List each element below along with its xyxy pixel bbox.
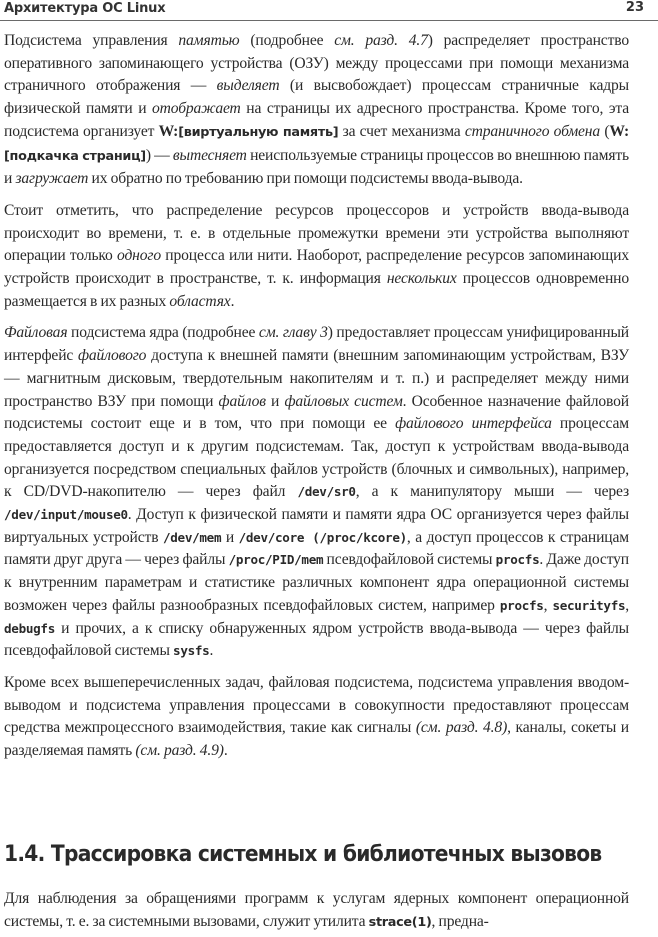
wiki-marker: W: [158,122,179,140]
code-term: debugfs [4,620,55,636]
section-text [4,888,629,934]
wiki-term: [виртуальную память] [178,124,339,140]
text-run: подсистема ядра (подробнее [67,324,259,342]
running-title: Архитектура ОС Linux [4,1,166,16]
emphasis: выделяет [216,77,280,95]
paragraph-file-subsystem [4,322,629,663]
text-run: ( [600,122,610,140]
text-run: ) распределяет пространство оперативного запоминающего устройства (ОЗУ) между процессами при помощи механизма страничного отображения — [4,32,629,95]
paragraph-resource-distribution [4,200,629,314]
text-run: , а доступ процессов к страницам памяти друг друга — через файлы [4,528,629,569]
code-term: procfs [495,552,540,568]
paragraph-strace-intro [4,888,629,934]
text-run: . [230,292,235,310]
text-run: доступа к внешней памяти (внешним запоминающим устройствам, ВЗУ — магнитным дисковым, твердотельным накопителям и т. п.) и распределяет между ними пространство ВЗУ при помощи [4,347,629,410]
text-run: (и высвобождает) процессам страничные кадры физической памяти и [4,77,629,118]
emphasis: областях [169,292,231,310]
text-run: ) — [145,146,173,164]
code-path: /dev/sr0 [297,484,356,500]
emphasis: отображает [152,100,241,118]
emphasis: Файловая [4,324,68,342]
paragraph-memory-subsystem [4,30,629,191]
text-run: процессам предоставляется доступ и к другим подсистемам. Так, доступ к устройствам ввода-вывода организуется посредством специальных файлов устройств (блочных и символьных), например, к CD/DVD-накопителю — через файл [4,415,629,501]
text-run: , [625,596,630,614]
cross-reference: (см. разд. 4.8) [415,719,508,737]
text-run: процесса или нити. Наоборот, распределение ресурсов запоминающих устройств происходит в пространстве, т. к. информация [4,247,629,288]
text-run: и [221,528,239,546]
code-term: sysfs [173,643,210,659]
text-run: . Доступ к физической памяти и памяти ядра ОС организуется через файлы виртуальных устройств [4,506,629,546]
code-path: /proc/PID/mem [228,552,324,568]
text-run: на страницы их адресного пространства. Кроме того, эта подсистема организует [4,100,629,140]
emphasis: файлового [77,347,147,365]
section-heading: 1.4. Трассировка системных и библиотечных вызовов [4,842,602,867]
code-path: /dev/mem [162,529,222,545]
text-run: , а к манипулятору мыши — через [355,483,630,501]
code-term: procfs [499,597,544,613]
text-run: , предна- [431,912,489,930]
text-run: , [543,596,553,614]
page-header [0,0,658,21]
text-run: процессов одновременно размещается в их разных [4,270,629,310]
text-run: . Особенное назначение файловой подсистемы состоит еще и в том, что при помощи ее [4,392,629,433]
emphasis: файлов [218,392,266,410]
code-path: /dev/core (/proc/kcore) [238,529,407,545]
emphasis: файловых систем [284,392,403,410]
emphasis: нескольких [386,270,457,288]
code-path: /dev/input/mouse0 [4,507,128,523]
text-run: Подсистема управления [4,32,179,49]
code-term: securityfs [552,597,626,613]
cross-reference: см. разд. 4.7 [334,32,428,49]
text-run: псевдофайловой системы [323,551,496,569]
text-run: Для наблюдения за обращениями программ к услугам ядерных компонент операционной системы, т. е. за системными вызовами, служит утилита [4,890,629,930]
cross-reference: (см. разд. 4.9) [135,742,224,760]
text-run: их обратно по требованию при помощи подсистемы ввода-вывода. [88,170,523,188]
text-run: и прочих, а к списку обнаруженных ядром устройств ввода-вывода — через файлы псевдофайловой системы [4,619,629,660]
text-run: за счет механизма [338,122,465,140]
wiki-term: [подкачка страниц] [4,148,146,164]
command-name: strace(1) [368,914,432,930]
text-run: неиспользуемые страницы процессов во внешнюю память и [4,146,630,188]
text-run: . [223,742,228,760]
text-run: , каналы, сокеты и разделяемая память [4,719,629,760]
emphasis: памятью [178,32,240,49]
cross-reference: см. главу 3 [258,324,328,342]
text-run: Стоит отметить, что распределение ресурсов процессоров и устройств ввода-вывода происходит во времени, т. е. в отдельные промежутки времени эти устройства выполняют операции только [4,201,629,265]
emphasis: одного [117,247,161,265]
main-text [4,30,629,772]
text-run: ) предоставляет процессам унифицированный интерфейс [4,324,630,365]
wiki-marker: W: [609,122,630,140]
text-run: . [209,642,214,660]
emphasis: загружает [15,170,89,188]
page-number: 23 [625,0,644,15]
text-run: Кроме всех вышеперечисленных задач, файловая подсистема, подсистема управления вводом-выводом и подсистема управления процессами в совокупности предоставляют процессам средства межпроцессного взаимодействия, такие как сигналы [4,673,629,737]
emphasis: страничного обмена [464,122,601,140]
emphasis: вытесняет [172,146,247,164]
paragraph-ipc [4,672,629,763]
text-run: . Даже доступ к внутренним параметрам и статистике различных компонент ядра операционной системы возможен через файлы разнообразных псевдофайловых систем, например [4,551,629,614]
text-run: (подробнее [239,32,335,49]
text-run: и [265,392,285,410]
emphasis: файлового интерфейса [395,415,552,433]
